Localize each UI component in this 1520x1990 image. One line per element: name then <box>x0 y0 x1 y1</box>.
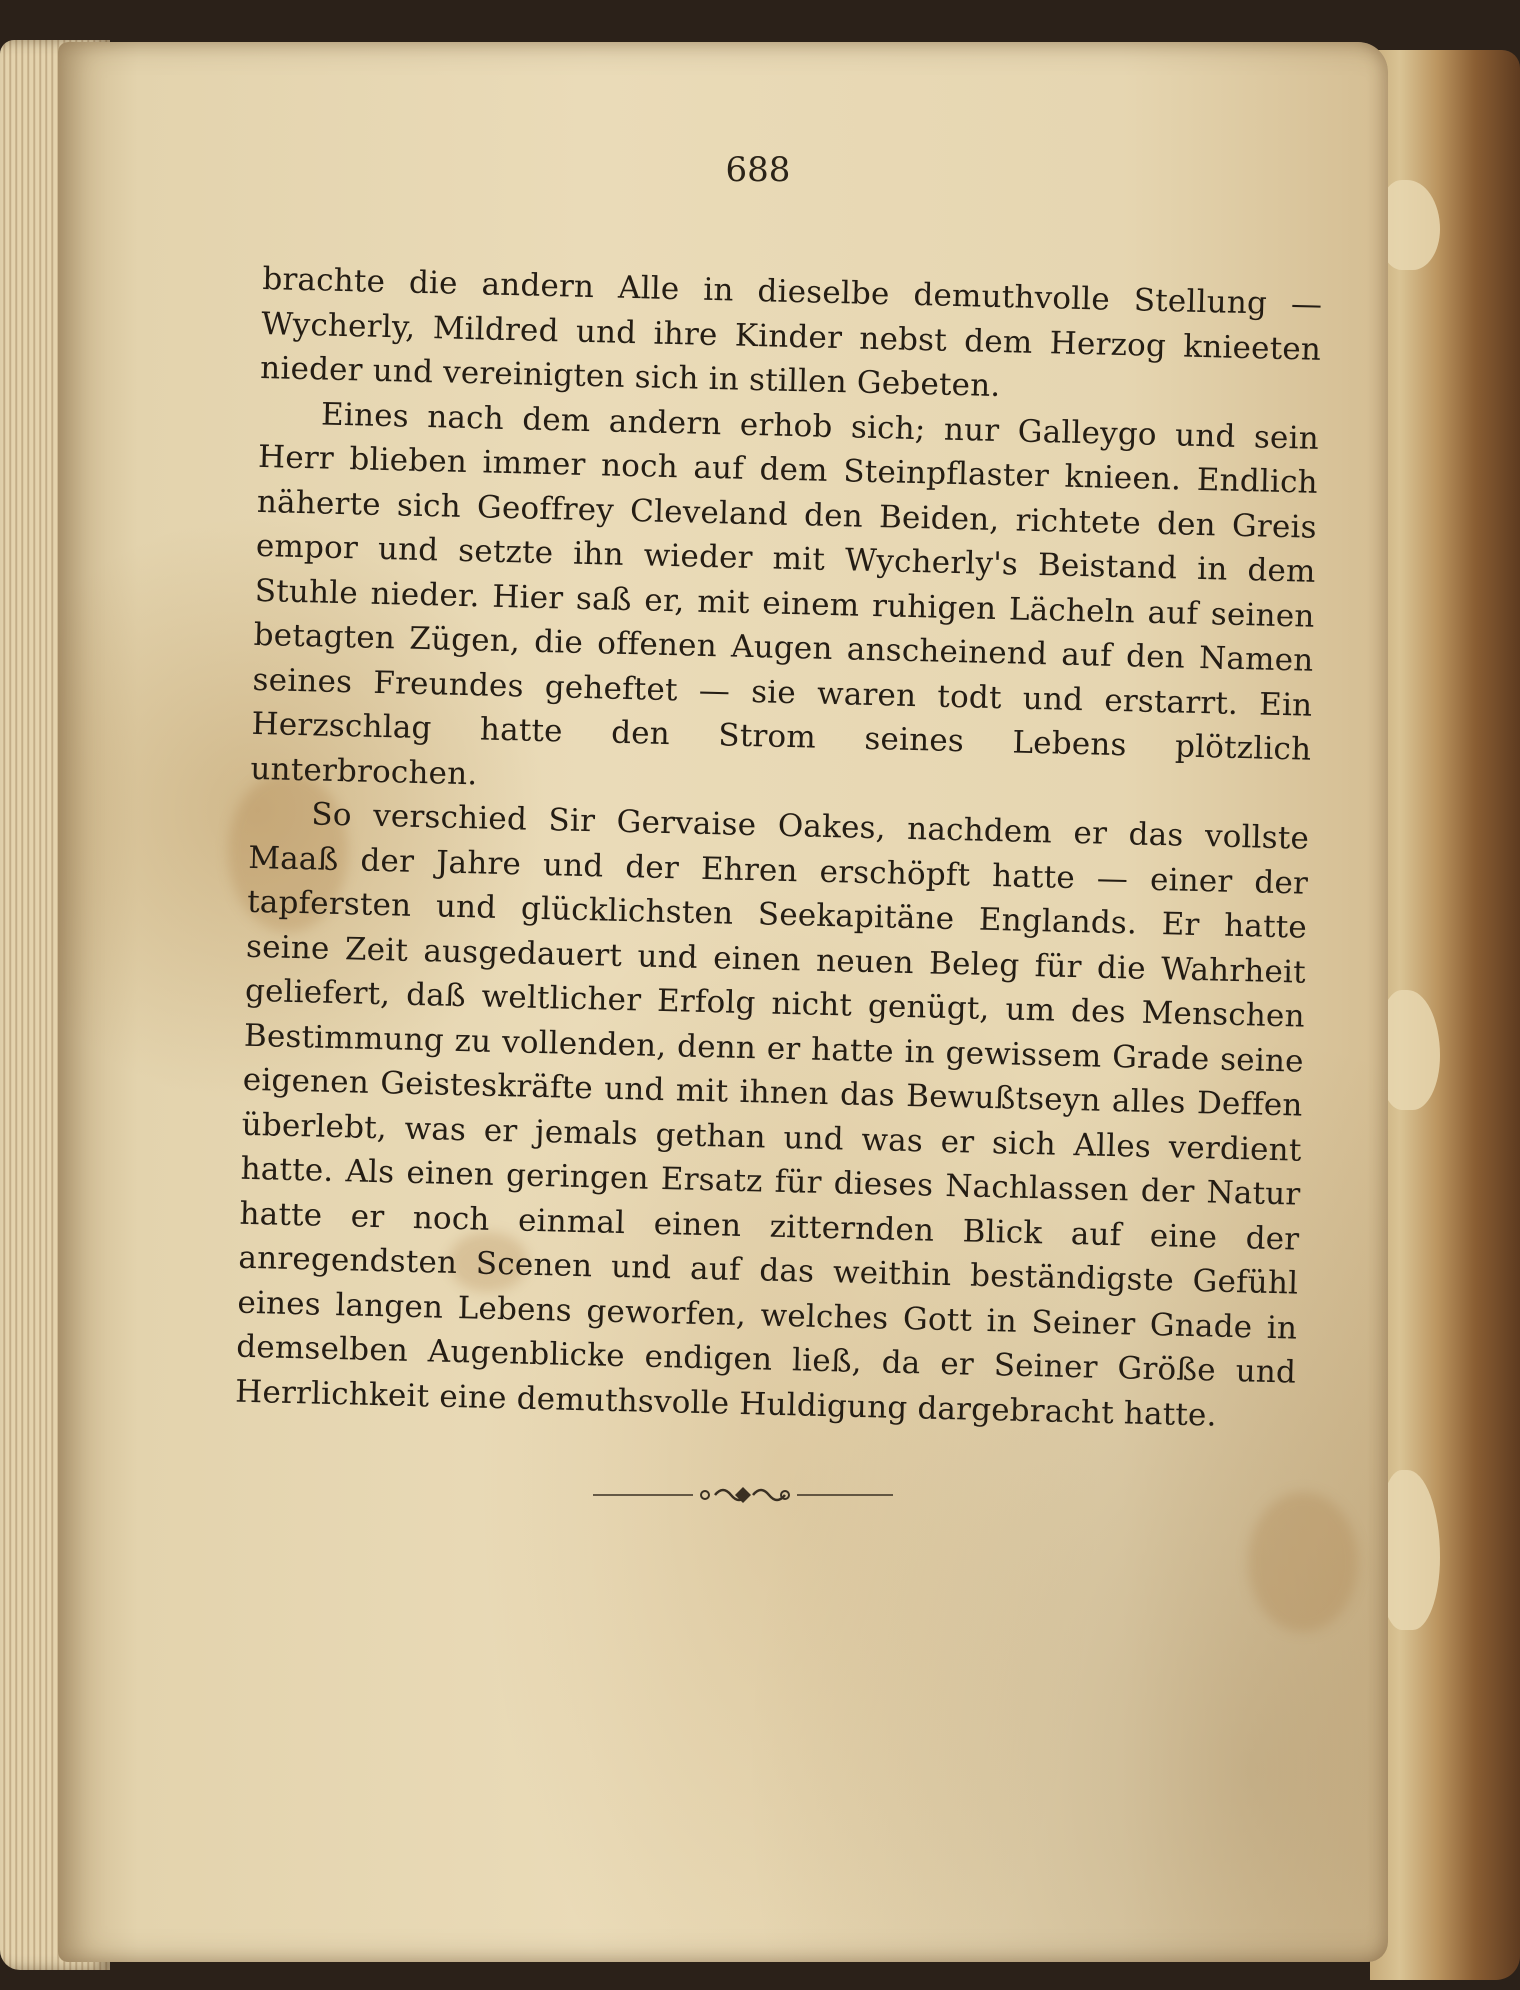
book-block-edge <box>1370 50 1520 1980</box>
torn-edge <box>1380 180 1440 270</box>
paragraph: brachte die andern Alle in dieselbe demuthvolle Stellung — Wycherly, Mildred und ihre Kinder nebst dem Herzog knieeten nieder und vereinigten sich in stillen Gebeten. <box>259 260 1323 405</box>
torn-edge <box>1380 1470 1440 1630</box>
paragraph: Eines nach dem andern erhob sich; nur Galleygo und sein Herr blieben immer noch auf dem Steinpflaster knieen. Endlich näherte sich Geoffrey Cleveland den Beiden, richtete den Greis empor und setzte ihn wieder mit Wycherly's Beistand in dem Stuhle nieder. Hier saß er, mit einem ruhigen Lächeln auf seinen betagten Zügen, die offenen Augen anscheinend auf den Namen seines Freundes geheftet — sie waren todt und erstarrt. Ein Herzschlag hatte den Strom seines Lebens plötzlich unterbrochen. <box>250 395 1320 792</box>
book-page <box>58 42 1388 1962</box>
page-number: 688 <box>725 150 791 190</box>
page-stain <box>1248 1492 1358 1632</box>
section-divider-ornament <box>593 1480 893 1510</box>
paragraph: So verschied Sir Gervaise Oakes, nachdem er das vollste Maaß der Jahre und der Ehren erschöpft hatte — einer der tapfersten und glücklichsten Seekapitäne Englands. Er hatte seine Zeit ausgedauert und einen neuen Beleg für die Wahrheit geliefert, daß weltlicher Erfolg nicht genügt, um des Menschen Bestimmung zu vollenden, denn er hatte in gewissem Grade seine eigenen Geisteskräfte und mit ihnen das Bewußtseyn alles Deffen überlebt, was er jemals gethan und was er sich Alles verdient hatte. Als einen geringen Ersatz für dieses Nachlassen der Natur hatte er noch einmal einen zitternden Blick auf eine der anregendsten Scenen und auf das weithin beständigste Gefühl eines langen Lebens geworfen, welches Gott in Seiner Gnade in demselben Augenblicke endigen ließ, da er Seiner Größe und Herrlichkeit eine demuthsvolle Huldigung dargebracht hatte. <box>234 796 1310 1434</box>
torn-edge <box>1380 990 1440 1110</box>
page-body <box>235 257 1323 1440</box>
